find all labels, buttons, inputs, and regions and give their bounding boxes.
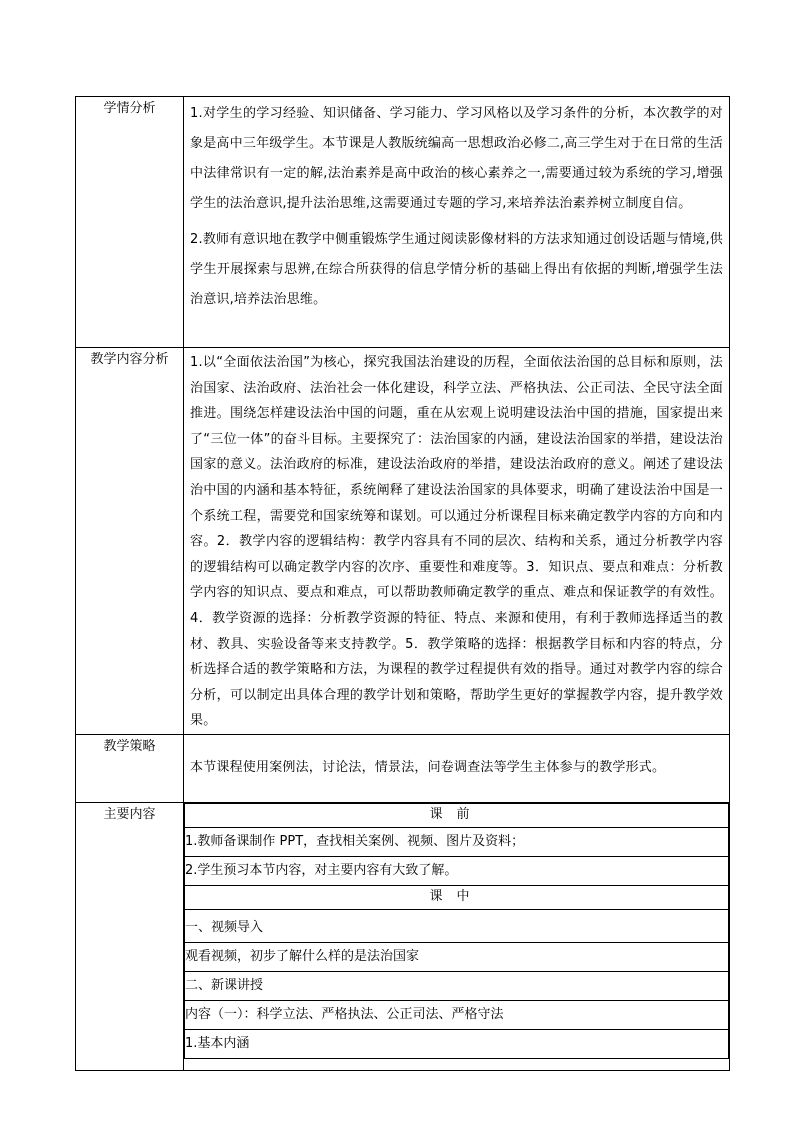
label-main-content: 主要内容 <box>76 802 184 1070</box>
student-analysis-paragraph-2: 2.教师有意识地在教学中侧重锻炼学生通过阅读影像材料的方法求知通过创设话题与情境,供学生开展探索与思辨,在综合所获得的信息学情分析的基础上得出有依据的判断,增强学生法治意识,培养法治思维。 <box>190 232 723 307</box>
in-class-item-2: 观看视频，初步了解什么样的是法治国家 <box>185 942 729 971</box>
label-student-analysis: 学情分析 <box>76 97 184 348</box>
row-content-analysis <box>76 348 730 735</box>
content-teaching-strategy <box>184 734 730 802</box>
label-content-analysis: 教学内容分析 <box>76 348 184 735</box>
in-class-item-4: 内容（一）：科学立法、严格执法、公正司法、严格守法 <box>185 1000 729 1029</box>
row-student-analysis <box>76 97 730 348</box>
lesson-plan-table <box>75 96 730 1071</box>
content-main-content <box>184 802 730 1070</box>
content-student-analysis <box>184 97 730 348</box>
before-class-item-2: 2.学生预习本节内容，对主要内容有大致了解。 <box>185 856 729 885</box>
in-class-item-5: 1.基本内涵 <box>185 1029 729 1058</box>
row-main-content <box>76 802 730 1070</box>
student-analysis-paragraph-1: 1.对学生的学习经验、知识储备、学习能力、学习风格以及学习条件的分析，本次教学的对象是高中三年级学生。本节课是人教版统编高一思想政治必修二,高三学生对于在日常的生活中法律常识有一定的解,法治素养是高中政治的核心素养之一,需要通过较为系统的学习,增强学生的法治意识,提升法治思维,这需要通过专题的学习,来培养法治素养树立制度自信。 <box>190 106 723 211</box>
in-class-item-3: 二、新课讲授 <box>185 971 729 1000</box>
section-before-class-title: 课前 <box>185 803 729 827</box>
before-class-item-1: 1.教师备课制作 PPT，查找相关案例、视频、图片及资料； <box>185 827 729 856</box>
content-content-analysis <box>184 348 730 735</box>
in-class-item-1: 一、视频导入 <box>185 909 729 942</box>
section-in-class-title: 课中 <box>185 885 729 909</box>
label-teaching-strategy: 教学策略 <box>76 734 184 802</box>
main-content-subtable <box>184 803 729 1059</box>
row-teaching-strategy <box>76 734 730 802</box>
teaching-strategy-text: 本节课程使用案例法，讨论法，情景法，问卷调查法等学生主体参与的教学形式。 <box>190 760 666 776</box>
content-analysis-text: 1.以“全面依法治国”为核心，探究我国法治建设的历程，全面依法治国的总目标和原则，法治国家、法治政府、法治社会一体化建设，科学立法、严格执法、公正司法、全民守法全面推进。围绕怎样建设法治中国的问题，重在从宏观上说明建设法治中国的措施，国家提出来了“三位一体”的奋斗目标。主要探究了：法治国家的内涵，建设法治国家的举措，建设法治国家的意义。法治政府的标准，建设法治政府的举措，建设法治政府的意义。阐述了建设法治中国的内涵和基本特征，系统阐释了建设法治国家的具体要求，明确了建设法治中国是一个系统工程，需要党和国家统筹和谋划。可以通过分析课程目标来确定教学内容的方向和内容。2．教学内容的逻辑结构：教学内容具有不同的层次、结构和关系，通过分析教学内容的逻辑结构可以确定教学内容的次序、重要性和难度等。3．知识点、要点和难点：分析教学内容的知识点、要点和难点，可以帮助教师确定教学的重点、难点和保证教学的有效性。4．教学资源的选择：分析教学资源的特征、特点、来源和使用，有利于教师选择适当的教材、教具、实验设备等来支持教学。5．教学策略的选择：根据教学目标和内容的特点，分析选择合适的教学策略和方法，为课程的教学过程提供有效的指导。通过对教学内容的综合分析，可以制定出具体合理的教学计划和策略，帮助学生更好的掌握教学内容，提升教学效果。 <box>190 355 723 729</box>
